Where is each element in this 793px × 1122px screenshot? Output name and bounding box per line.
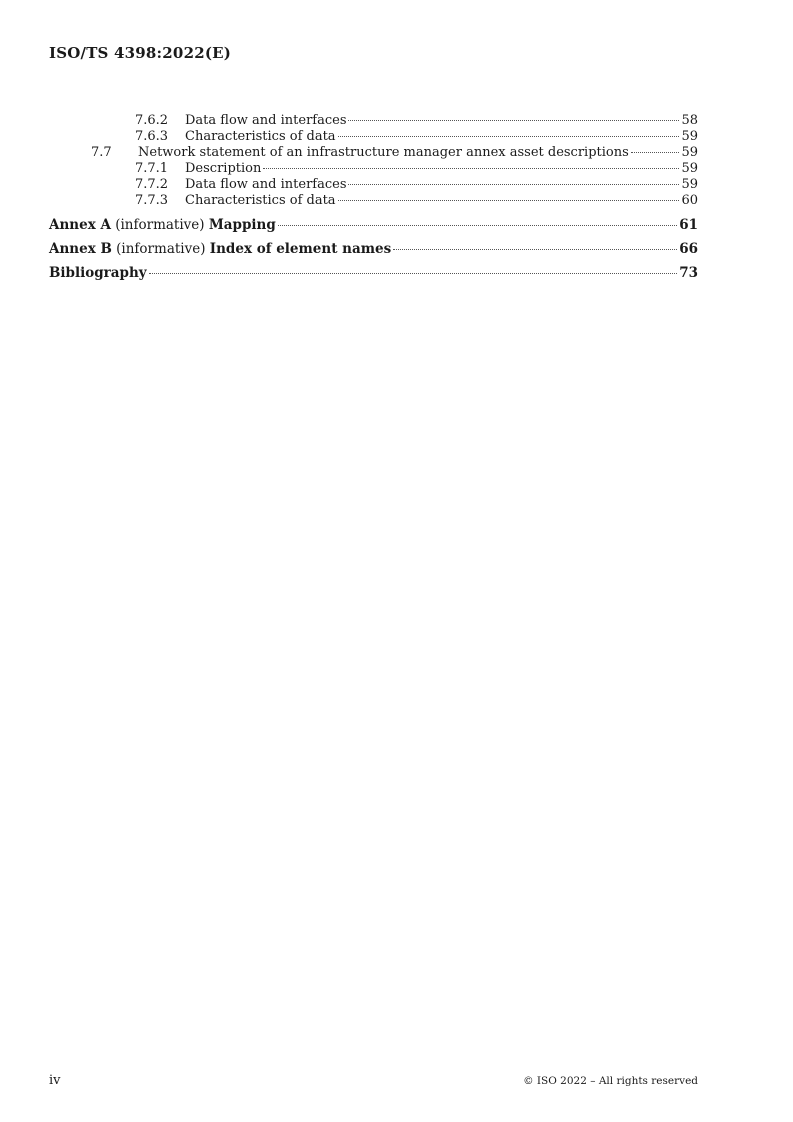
dot-leader	[338, 200, 680, 201]
toc-entry-number: 7.7.2	[135, 177, 169, 192]
toc-entry-7-7-1[interactable]	[49, 161, 698, 177]
dot-leader	[338, 136, 680, 137]
toc-entry-7-6-3[interactable]	[49, 129, 698, 145]
toc-entry-title: Characteristics of data	[185, 193, 336, 208]
toc-entry-title: Network statement of an infrastructure manager annex asset descriptions	[138, 145, 629, 160]
annex-label: Annex A	[49, 217, 111, 233]
dot-leader	[348, 120, 679, 121]
dot-leader	[278, 225, 677, 226]
toc-entry-number: 7.6.2	[135, 113, 169, 128]
annex-type: (informative)	[116, 241, 206, 257]
toc-entry-title: Description	[185, 161, 262, 176]
annex-title: Mapping	[208, 217, 276, 233]
dot-leader	[348, 184, 679, 185]
toc-entry-page: 59	[681, 145, 698, 160]
annex-type: (informative)	[115, 217, 205, 233]
dot-leader	[263, 168, 679, 169]
toc-entry-7-7-3[interactable]	[49, 193, 698, 209]
toc-entry-7-6-2[interactable]	[49, 113, 698, 129]
toc-entry-page: 66	[679, 241, 698, 257]
toc-entry-annex-b[interactable]	[49, 241, 698, 257]
dot-leader	[393, 249, 677, 250]
dot-leader	[149, 273, 678, 274]
page-number: iv	[49, 1073, 61, 1088]
toc-entry-title: Data flow and interfaces	[185, 113, 347, 128]
document-header: ISO/TS 4398:2022(E)	[49, 44, 232, 62]
toc-entry-page: 58	[681, 113, 698, 128]
copyright-notice: © ISO 2022 – All rights reserved	[523, 1075, 698, 1087]
toc-entry-page: 59	[681, 129, 698, 144]
toc-entry-7-7[interactable]	[49, 145, 698, 161]
toc-entry-page: 61	[679, 217, 698, 233]
toc-entry-page: 60	[681, 193, 698, 208]
table-of-contents	[49, 113, 698, 281]
toc-entry-number: 7.7.1	[135, 161, 169, 176]
bibliography-title: Bibliography	[49, 265, 147, 281]
toc-entry-7-7-2[interactable]	[49, 177, 698, 193]
toc-entry-title: Characteristics of data	[185, 129, 336, 144]
annex-label: Annex B	[49, 241, 112, 257]
toc-entry-title: Data flow and interfaces	[185, 177, 347, 192]
toc-entry-number: 7.6.3	[135, 129, 169, 144]
toc-entry-annex-a[interactable]	[49, 217, 698, 233]
toc-entry-page: 59	[681, 177, 698, 192]
toc-entry-bibliography[interactable]	[49, 265, 698, 281]
annex-title: Index of element names	[209, 241, 392, 257]
toc-entry-number: 7.7	[91, 145, 112, 160]
toc-entry-page: 73	[679, 265, 698, 281]
toc-entry-page: 59	[681, 161, 698, 176]
toc-entry-number: 7.7.3	[135, 193, 169, 208]
dot-leader	[631, 152, 680, 153]
